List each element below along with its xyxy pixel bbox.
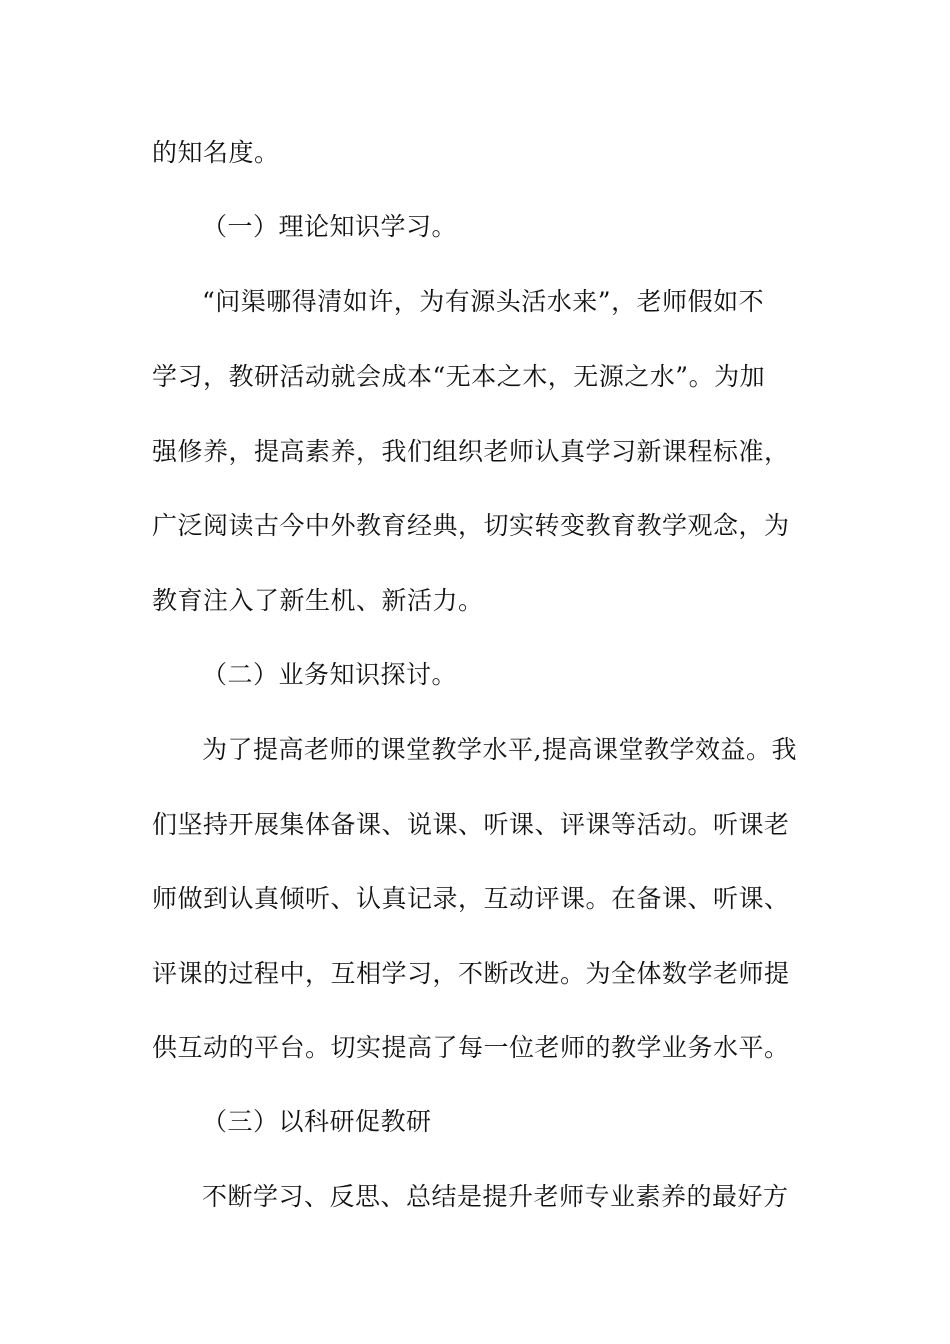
section-heading: （一）理论知识学习。 <box>202 212 458 241</box>
text-line: 为了提高老师的课堂教学水平,提高课堂教学效益。我 <box>202 735 797 764</box>
text-line: 师做到认真倾听、认真记录，互动评课。在备课、听课、 <box>152 884 790 913</box>
text-line: 供互动的平台。切实提高了每一位老师的教学业务水平。 <box>152 1033 790 1062</box>
text-line: 评课的过程中，互相学习，不断改进。为全体数学老师提 <box>152 959 790 988</box>
section-heading: （三）以科研促教研 <box>202 1107 432 1136</box>
text-line: 强修养，提高素养，我们组织老师认真学习新课程标准， <box>152 437 790 466</box>
text-line: 教育注入了新生机、新活力。 <box>152 586 484 615</box>
text-line: 学习，教研活动就会成本“无本之木，无源之水”。为加 <box>152 362 766 391</box>
section-heading: （二）业务知识探讨。 <box>202 660 458 689</box>
text-line: 们坚持开展集体备课、说课、听课、评课等活动。听课老 <box>152 810 790 839</box>
text-line: “问渠哪得清如许，为有源头活水来”，老师假如不 <box>202 287 765 316</box>
text-line: 广泛阅读古今中外教育经典，切实转变教育教学观念，为 <box>152 511 790 540</box>
text-line: 不断学习、反思、总结是提升老师专业素养的最好方 <box>202 1182 789 1211</box>
text-line: 的知名度。 <box>152 138 280 167</box>
